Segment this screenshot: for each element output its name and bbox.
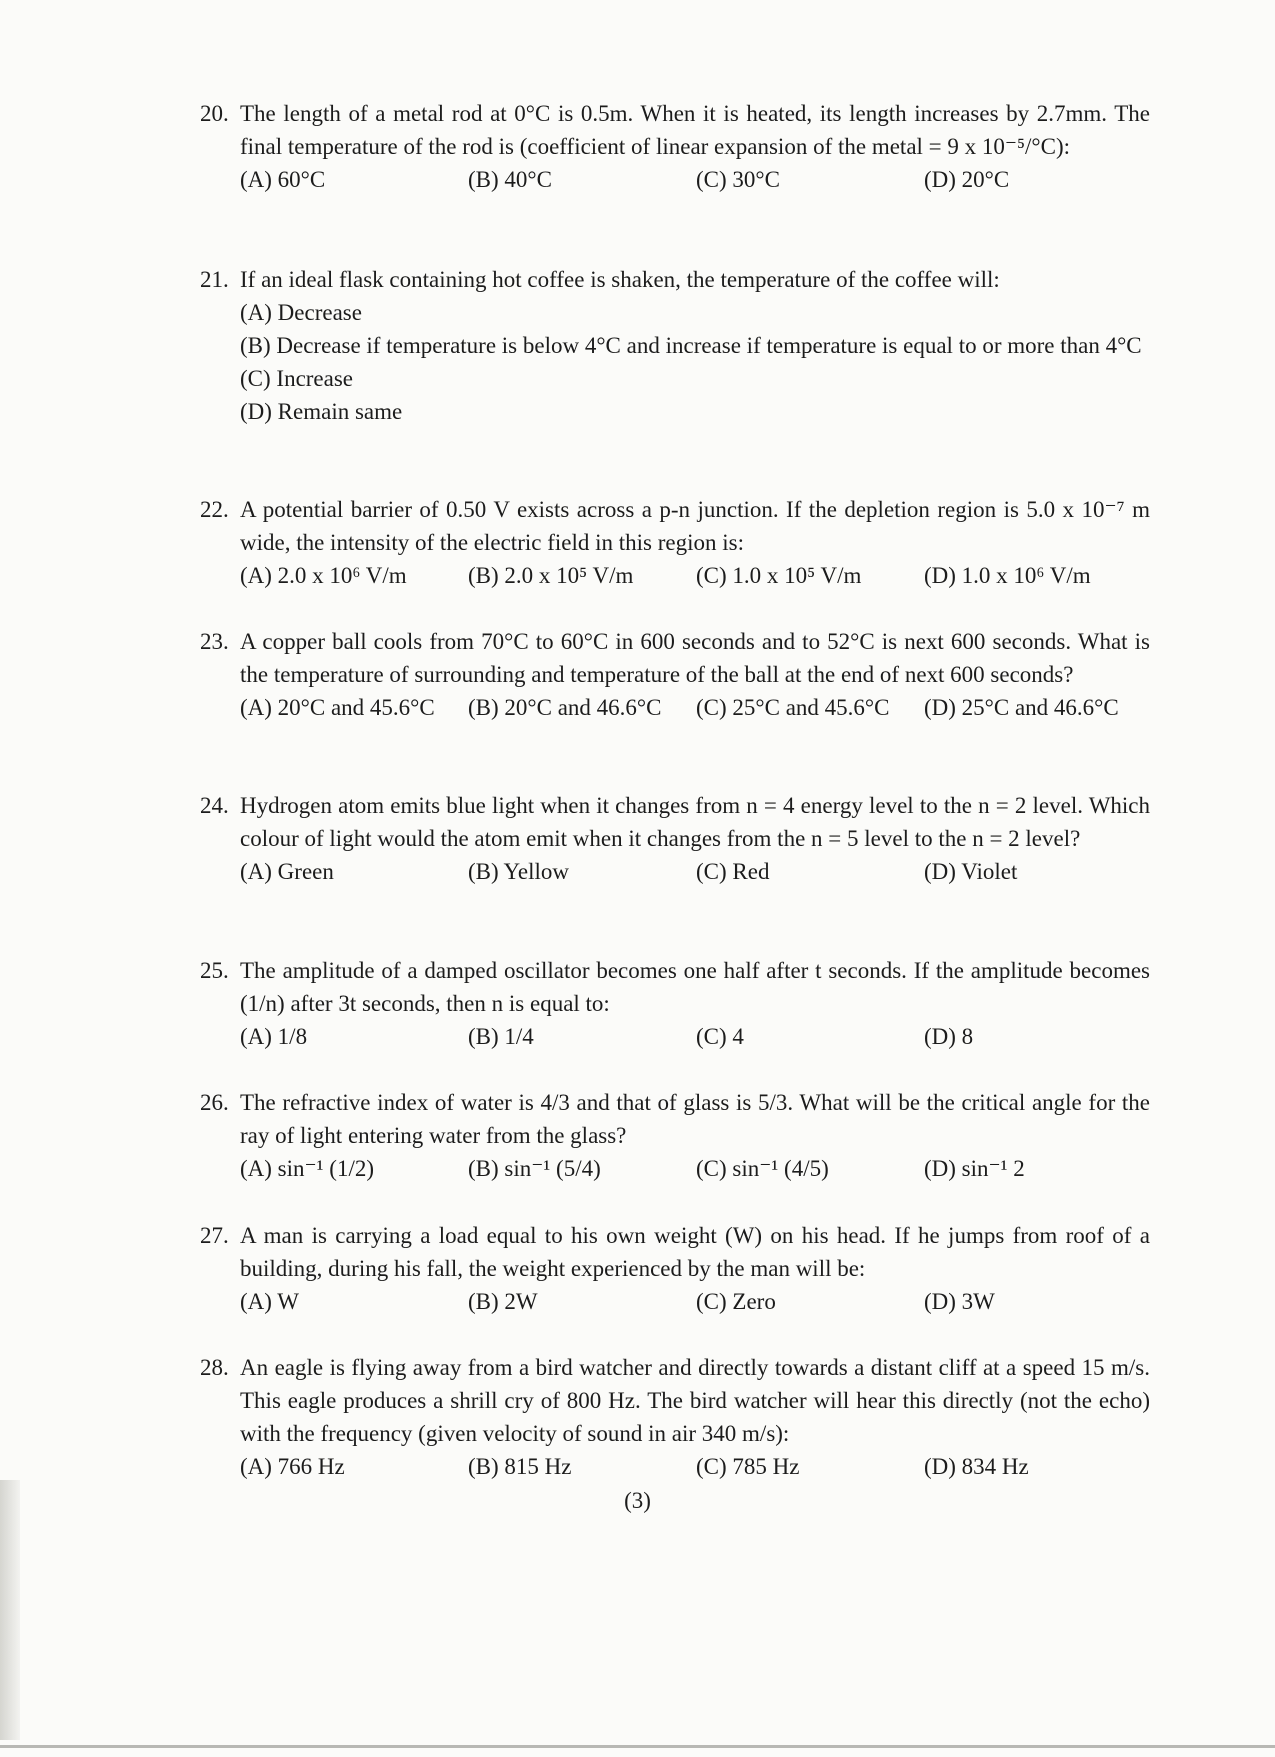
question-26 xyxy=(200,1086,1150,1185)
scan-border-line xyxy=(0,1745,1275,1748)
question-stem: A potential barrier of 0.50 V exists across a p-n junction. If the depletion region is 5.0 x 10⁻⁷ m wide, the intensity of the electric field in this region is: xyxy=(240,497,1150,555)
question-number: 26. xyxy=(200,1090,229,1115)
option-a: (A) W xyxy=(240,1289,299,1314)
question-21 xyxy=(200,263,1150,428)
question-stem: A copper ball cools from 70°C to 60°C in 600 seconds and to 52°C is next 600 seconds. What is the temperature of surrounding and temperature of the ball at the end of next 600 seconds? xyxy=(240,629,1150,687)
option-c: (C) 30°C xyxy=(696,167,780,192)
option-a: (A) 20°C and 45.6°C xyxy=(240,695,435,720)
option-a: (A) 60°C xyxy=(240,167,326,192)
option-d: (D) Violet xyxy=(924,859,1018,884)
question-number: 27. xyxy=(200,1223,229,1248)
question-number: 23. xyxy=(200,629,229,654)
option-a: (A) 2.0 x 10⁶ V/m xyxy=(240,563,407,588)
option-d: (D) 834 Hz xyxy=(924,1454,1029,1479)
option-d: (D) Remain same xyxy=(240,399,403,424)
option-c: (C) Increase xyxy=(240,366,354,391)
option-b: (B) Yellow xyxy=(468,859,569,884)
question-number: 20. xyxy=(200,101,229,126)
option-b: (B) sin⁻¹ (5/4) xyxy=(468,1156,601,1181)
question-number: 25. xyxy=(200,958,229,983)
question-stem: The amplitude of a damped oscillator becomes one half after t seconds. If the amplitude becomes (1/n) after 3t seconds, then n is equal to: xyxy=(240,958,1150,1016)
option-b: (B) 1/4 xyxy=(468,1024,534,1049)
option-a: (A) Decrease xyxy=(240,300,362,325)
option-c: (C) 785 Hz xyxy=(696,1454,800,1479)
question-20 xyxy=(200,97,1150,196)
option-d: (D) 3W xyxy=(924,1289,995,1314)
question-28 xyxy=(200,1351,1150,1483)
option-a: (A) Green xyxy=(240,859,334,884)
question-number: 28. xyxy=(200,1355,229,1380)
option-c: (C) 25°C and 45.6°C xyxy=(696,695,890,720)
question-24 xyxy=(200,789,1150,888)
option-d: (D) 8 xyxy=(924,1024,974,1049)
option-b: (B) 40°C xyxy=(468,167,552,192)
question-stem: Hydrogen atom emits blue light when it changes from n = 4 energy level to the n = 2 level. Which colour of light would the atom emit when it changes from the n = 5 level to the n = 2 level? xyxy=(240,793,1150,851)
page-number: (3) xyxy=(624,1488,651,1513)
question-stem: The length of a metal rod at 0°C is 0.5m. When it is heated, its length increases by 2.7mm. The final temperature of the rod is (coefficient of linear expansion of the metal = 9 x 10⁻⁵/°C): xyxy=(240,101,1150,159)
question-stem: The refractive index of water is 4/3 and that of glass is 5/3. What will be the critical angle for the ray of light entering water from the glass? xyxy=(240,1090,1150,1148)
question-stem: If an ideal flask containing hot coffee is shaken, the temperature of the coffee will: xyxy=(240,267,1000,292)
option-c: (C) 4 xyxy=(696,1024,744,1049)
question-22 xyxy=(200,493,1150,592)
option-a: (A) sin⁻¹ (1/2) xyxy=(240,1156,375,1181)
option-c: (C) Zero xyxy=(696,1289,776,1314)
option-d: (D) sin⁻¹ 2 xyxy=(924,1156,1025,1181)
question-number: 24. xyxy=(200,793,229,818)
option-d: (D) 20°C xyxy=(924,167,1010,192)
question-number: 22. xyxy=(200,497,229,522)
question-27 xyxy=(200,1219,1150,1318)
question-stem: An eagle is flying away from a bird watcher and directly towards a distant cliff at a speed 15 m/s. This eagle produces a shrill cry of 800 Hz. The bird watcher will hear this directly (not the echo) with the frequency (given velocity of sound in air 340 m/s): xyxy=(240,1355,1150,1446)
option-a: (A) 766 Hz xyxy=(240,1454,345,1479)
option-d: (D) 1.0 x 10⁶ V/m xyxy=(924,563,1091,588)
scan-edge-shadow xyxy=(0,1480,20,1740)
option-d: (D) 25°C and 46.6°C xyxy=(924,695,1119,720)
option-c: (C) sin⁻¹ (4/5) xyxy=(696,1156,829,1181)
question-23 xyxy=(200,625,1150,724)
option-b: (B) Decrease if temperature is below 4°C and increase if temperature is equal to or more than 4°C xyxy=(240,333,1142,358)
option-b: (B) 815 Hz xyxy=(468,1454,572,1479)
option-b: (B) 2.0 x 10⁵ V/m xyxy=(468,563,634,588)
option-c: (C) Red xyxy=(696,859,770,884)
question-stem: A man is carrying a load equal to his own weight (W) on his head. If he jumps from roof of a building, during his fall, the weight experienced by the man will be: xyxy=(240,1223,1150,1281)
question-number: 21. xyxy=(200,267,229,292)
option-a: (A) 1/8 xyxy=(240,1024,308,1049)
option-b: (B) 20°C and 46.6°C xyxy=(468,695,662,720)
option-b: (B) 2W xyxy=(468,1289,538,1314)
question-25 xyxy=(200,954,1150,1053)
option-c: (C) 1.0 x 10⁵ V/m xyxy=(696,563,862,588)
